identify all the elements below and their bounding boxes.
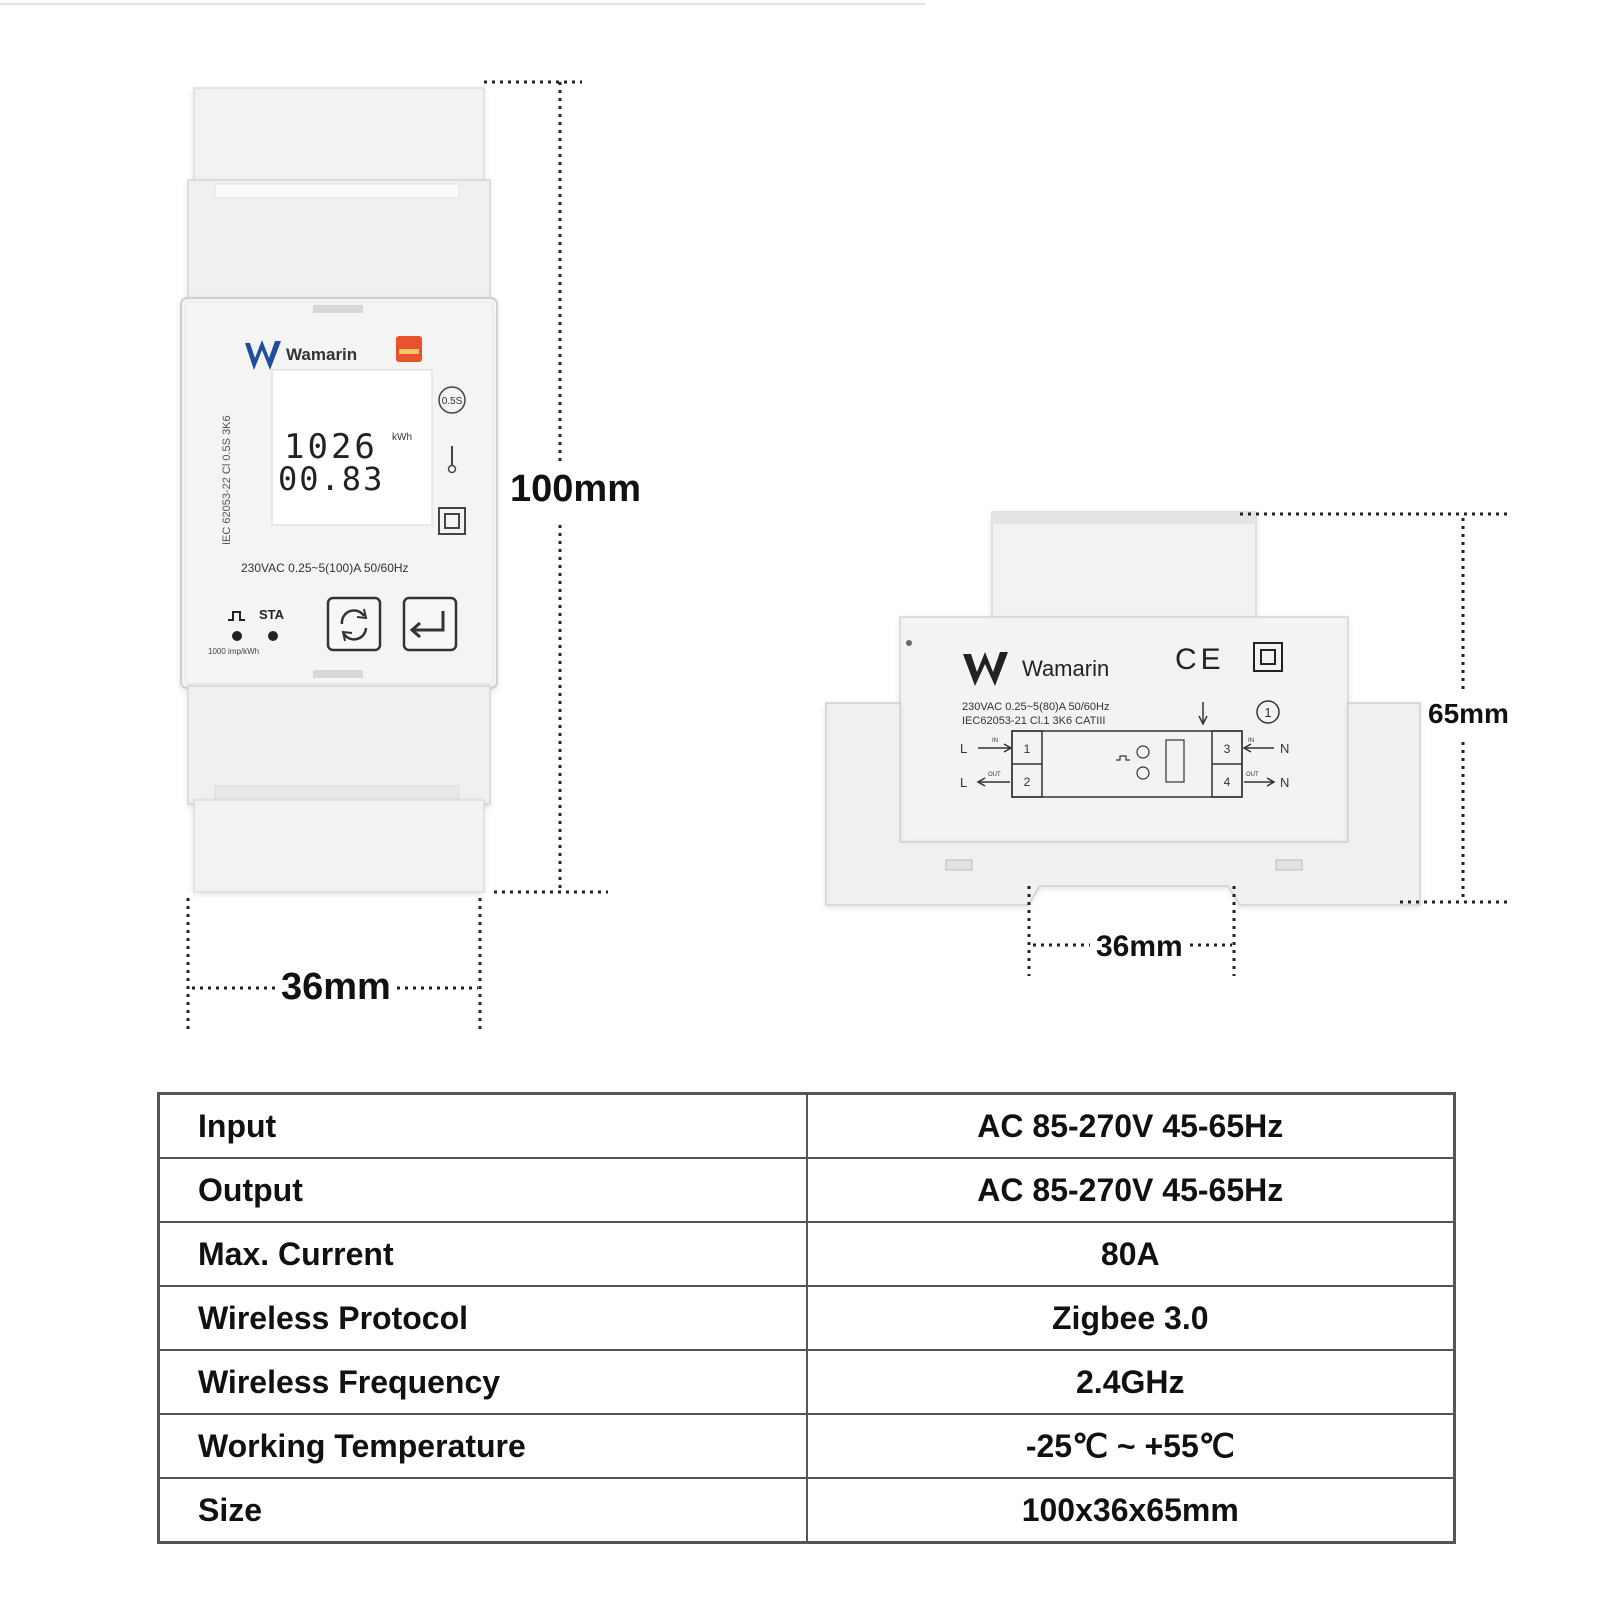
front-width-dimension-line: [188, 898, 480, 1032]
spec-value-input: AC 85-270V 45-65Hz: [807, 1094, 1455, 1159]
sta-led: [268, 631, 278, 641]
lcd-line2: 00.83: [278, 460, 385, 498]
side-spec-line2: IEC62053-21 Cl.1 3K6 CATIII: [962, 715, 1106, 727]
spec-label-working-temperature: Working Temperature: [159, 1414, 807, 1478]
height-dimension-label: 100mm: [510, 468, 641, 510]
spec-value-working-temperature: -25℃ ~ +55℃: [807, 1414, 1455, 1478]
ce-mark: CE: [1175, 643, 1225, 676]
lcd-line1: 1026: [284, 427, 378, 467]
spec-value-wireless-protocol: Zigbee 3.0: [807, 1286, 1455, 1350]
table-row: [159, 1158, 1455, 1222]
spec-label-max-current: Max. Current: [159, 1222, 807, 1286]
spec-value-wireless-frequency: 2.4GHz: [807, 1350, 1455, 1414]
table-row: [159, 1286, 1455, 1350]
spec-label-input: Input: [159, 1094, 807, 1159]
left-label-in: L: [960, 741, 968, 756]
right-label-out: N: [1280, 775, 1290, 790]
table-row: [159, 1094, 1455, 1159]
spec-value-output: AC 85-270V 45-65Hz: [807, 1158, 1455, 1222]
terminal-2: 2: [1023, 775, 1031, 789]
spec-label-output: Output: [159, 1158, 807, 1222]
left-in-label: IN: [992, 738, 998, 744]
right-in-label: IN: [1248, 738, 1254, 744]
side-spec-line1: 230VAC 0.25~5(80)A 50/60Hz: [962, 701, 1110, 713]
tuya-logo-icon: [396, 336, 422, 362]
imp-text: 1000 imp/kWh: [208, 647, 260, 656]
table-row: [159, 1478, 1455, 1543]
front-width-dimension-label: 36mm: [281, 966, 391, 1008]
spec-value-size: 100x36x65mm: [807, 1478, 1455, 1543]
depth-dimension-label: 65mm: [1428, 698, 1509, 729]
side-width-dimension-label: 36mm: [1096, 930, 1183, 963]
pulse-led: [232, 631, 242, 641]
right-out-label: OUT: [1246, 772, 1259, 778]
table-row: [159, 1350, 1455, 1414]
terminal-1: 1: [1023, 742, 1031, 756]
cycle-button[interactable]: [328, 598, 380, 650]
sta-label: STA: [259, 607, 285, 622]
spec-table: [157, 1092, 1456, 1544]
left-label-out: L: [960, 775, 968, 790]
right-label-in: N: [1280, 741, 1290, 756]
terminal-4: 4: [1223, 775, 1231, 789]
left-out-label: OUT: [988, 772, 1001, 778]
side-view: [826, 512, 1512, 976]
front-view: [181, 82, 608, 1032]
spec-label-size: Size: [159, 1478, 807, 1543]
enter-button[interactable]: [404, 598, 456, 650]
table-row: [159, 1222, 1455, 1286]
front-rating-text: 230VAC 0.25~5(100)A 50/60Hz: [241, 561, 409, 575]
spec-label-wireless-protocol: Wireless Protocol: [159, 1286, 807, 1350]
side-brand-text: Wamarin: [1022, 656, 1110, 681]
front-side-text: IEC 62053-22 Cl 0.5S 3K6: [221, 415, 233, 545]
lcd-unit: kWh: [392, 432, 412, 443]
class-badge-text: 0.5S: [441, 396, 463, 407]
terminal-3: 3: [1223, 742, 1231, 756]
side-badge-text: 1: [1264, 705, 1272, 720]
spec-label-wireless-frequency: Wireless Frequency: [159, 1350, 807, 1414]
front-brand-text: Wamarin: [286, 345, 358, 364]
spec-value-max-current: 80A: [807, 1222, 1455, 1286]
table-row: [159, 1414, 1455, 1478]
